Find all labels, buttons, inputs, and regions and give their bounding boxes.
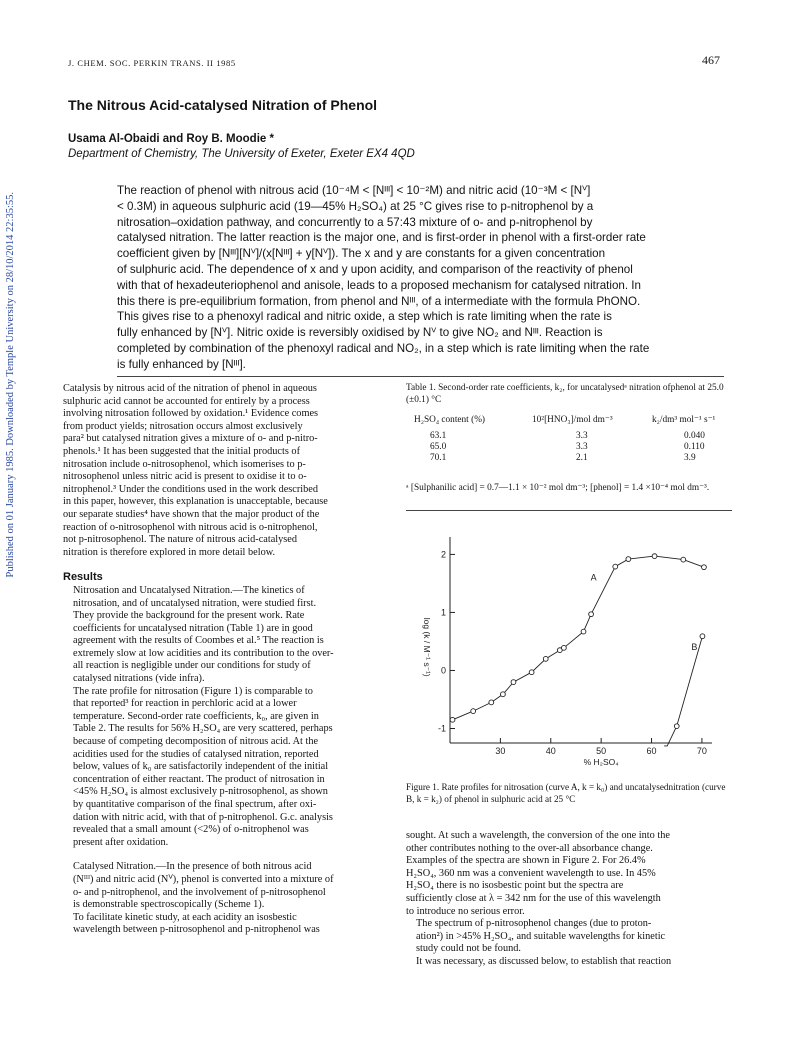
text-line: by quantitative comparison of the final spectrum, after oxi-	[73, 799, 317, 810]
text-line: below, values of k₀ are satisfactorily independent of the initial	[73, 761, 329, 773]
text-line: catalysed nitrations (vide infra).	[73, 673, 205, 685]
results-heading: Results	[63, 571, 103, 584]
table-cell: 0.040	[684, 431, 705, 441]
footnote-line: 10⁻⁴ mol dm⁻³.	[650, 483, 710, 493]
data-point-b	[700, 634, 705, 639]
data-point-a	[581, 629, 586, 634]
text-line: because of competing decomposition of nitrous acid. At the	[73, 736, 319, 748]
figure1-chart	[400, 525, 730, 775]
right-paragraph-3	[406, 956, 732, 969]
text-line: extremely slow at low acidities and its contribution to the over-	[73, 647, 334, 659]
text-line: sulphuric acid cannot be accounted for entirely by a process	[63, 395, 310, 407]
data-point-a	[529, 670, 534, 675]
table-row	[408, 431, 715, 442]
x-axis-label: % H₂SO₄	[583, 757, 619, 767]
text-line: revealed that a small amount (<2%) of o-nitrophenol was	[73, 824, 309, 836]
table-cell: 2.1	[576, 453, 588, 463]
text-line: nitrosophenol unless nitric acid is present to oxidise it to o-	[63, 471, 307, 483]
abstract-line: with that of hexadeuteriophenol and anisole, leads to a proposed mechanism for catalysed nitration. In	[117, 278, 641, 292]
caption-line: nitration (curve B, k = k₂) of phenol in sulphuric acid at 25 °C	[406, 782, 726, 804]
text-line: acidities used for the studies of catalysed nitration, reported	[73, 748, 319, 760]
text-line: sufficiently close at λ = 342 nm for the use of this wavelength	[406, 892, 661, 904]
figure1-caption	[406, 782, 732, 805]
data-point-a	[450, 717, 455, 722]
text-line: phenols.¹ It has been suggested that the initial products of	[63, 445, 301, 457]
table-cell: 65.0	[430, 442, 447, 452]
y-tick-label: 2	[440, 549, 446, 560]
table1-header: H₂SO₄ content (%)	[414, 414, 486, 425]
x-tick-label: 40	[545, 746, 556, 756]
text-line: is demonstrable spectroscopically (Scheme 1).	[73, 899, 265, 911]
table-cell: 70.1	[430, 453, 447, 463]
text-line: to introduce no serious error.	[406, 905, 525, 917]
text-line: reaction of o-nitrosophenol with nitrous acid is o-nitrophenol,	[63, 521, 318, 533]
data-point-a	[543, 656, 548, 661]
text-line: Table 2. The results for 56% H₂SO₄ are very scattered, perhaps	[73, 723, 333, 735]
x-tick-label: 60	[646, 746, 657, 756]
abstract-line: this there is pre-equilibrium formation, from phenol and Nᴵᴵᴵ, of a intermediate with the formula PhONO.	[117, 294, 641, 308]
text-line: coefficients for uncatalysed nitration (Table 1) are in good	[73, 622, 313, 634]
table-row	[408, 442, 715, 453]
data-point-a	[613, 564, 618, 569]
paper-title: The Nitrous Acid-catalysed Nitration of Phenol	[68, 97, 378, 113]
abstract-line: is fully enhanced by [Nᴵᴵᴵ].	[117, 357, 246, 371]
text-line: (Nᴵᴵᴵ) and nitric acid (Nⱽ), phenol is converted into a mixture of	[73, 873, 334, 885]
text-line: in this paper, however, this explanation is unacceptable, because	[63, 496, 328, 508]
y-tick-label: 1	[440, 607, 446, 618]
data-point-a	[511, 680, 516, 685]
text-line: wavelength between p-nitrosophenol and p-nitrophenol was	[73, 924, 320, 936]
abstract-line: of sulphuric acid. The dependence of x and y upon acidity, and comparison of the reactivity of phenol	[117, 262, 633, 276]
data-point-a	[626, 557, 631, 562]
right-paragraph-1	[406, 830, 732, 918]
text-line: nitration is therefore explored in more detail below.	[63, 546, 276, 558]
abstract	[117, 183, 724, 373]
y-tick-label: -1	[437, 723, 446, 734]
left-column	[63, 383, 389, 937]
x-tick-label: 50	[596, 746, 607, 756]
text-line: temperature. Second-order rate coefficients, k₀, are given in	[73, 710, 319, 722]
footnote-line: ᵃ [Sulphanilic acid] = 0.7—1.1 × 10⁻² mol dm⁻³; [phenol] = 1.4 ×	[406, 483, 651, 493]
abstract-line: fully enhanced by [Nⱽ]. Nitric oxide is reversibly oxidised by Nⱽ to give NO₂ and Nᴵᴵᴵ. Reaction is	[117, 326, 603, 340]
text-line: present after oxidation.	[73, 836, 169, 848]
download-notice: Published on 01 January 1985. Downloaded by Temple University on 28/10/2014 22:35:55.	[5, 192, 16, 578]
x-tick-label: 30	[495, 746, 506, 756]
text-line: <45% H₂SO₄ is almost exclusively p-nitrosophenol, as shown	[73, 786, 328, 798]
text-line: involving nitrosation followed by oxidation.¹ Evidence comes	[63, 408, 319, 420]
abstract-line: < 0.3M) in aqueous sulphuric acid (19—45% H₂SO₄) at 25 °C gives rise to p-nitrophenol by a	[117, 199, 594, 213]
text-line: Catalysed Nitration.—In the presence of both nitrous acid	[73, 861, 312, 873]
caption-line: Figure 1. Rate profiles for nitrosation (curve A, k = k₀) and uncatalysed	[406, 782, 669, 792]
data-point-a	[681, 557, 686, 562]
table-row	[408, 453, 715, 464]
text-line: Catalysis by nitrous acid of the nitration of phenol in aqueous	[63, 383, 317, 394]
text-line: study could not be found.	[416, 943, 521, 955]
text-line: To facilitate kinetic study, at each acidity an isosbestic	[73, 911, 297, 923]
caption-line: Table 1. Second-order rate coefficients, k₂, for uncatalysedᵃ nitration of	[406, 383, 671, 393]
text-line: ation²) in >45% H₂SO₄, and suitable wavelengths for kinetic	[416, 930, 666, 942]
table1-caption	[406, 383, 732, 406]
data-point-a	[501, 692, 506, 697]
data-point-a	[489, 700, 494, 705]
abstract-line: This gives rise to a phenoxyl radical and nitric oxide, a step which is rate limiting when the rate is	[117, 310, 612, 324]
table-cell: 63.1	[430, 431, 447, 441]
text-line: from product yields; nitrosation occurs almost exclusively	[63, 420, 303, 432]
results-paragraph-1	[63, 585, 389, 686]
text-line: H₂SO₄, 360 nm was a convenient wavelength to use. In 45%	[406, 867, 656, 879]
text-line: dation with nitric acid, with that of p-nitrophenol. G.c. analysis	[73, 811, 333, 823]
text-line: It was necessary, as discussed below, to establish that reaction	[416, 955, 672, 967]
text-line: nitrosation, and of uncatalysed nitration, were studied first.	[73, 597, 317, 609]
text-line: concentration of either reactant. The product of nitrosation in	[73, 773, 325, 785]
text-line: The rate profile for nitrosation (Figure 1) is comparable to	[73, 685, 313, 697]
curve-label: B	[691, 642, 698, 653]
text-line: Nitrosation and Uncatalysed Nitration.—The kinetics of	[73, 584, 305, 596]
abstract-line: The reaction of phenol with nitrous acid (10⁻⁴M < [Nᴵᴵᴵ] < 10⁻²M) and nitric acid (10⁻³M < [Nⱽ]	[117, 184, 591, 197]
text-line: sought. At such a wavelength, the conversion of the one into the	[406, 830, 670, 841]
y-tick-label: 0	[440, 665, 446, 676]
abstract-line: catalysed nitration. The latter reaction is the major one, and is first-order in phenol with a first-order rate	[117, 231, 646, 245]
text-line: The spectrum of p-nitrosophenol changes (due to proton-	[416, 918, 652, 930]
table1-rule	[406, 510, 732, 511]
right-paragraph-2	[406, 918, 732, 956]
right-column	[406, 830, 732, 969]
data-point-a	[561, 645, 566, 650]
text-line: nitrophenol.³ Under the conditions used in the work described	[63, 483, 319, 495]
table1	[408, 414, 715, 464]
authors: Usama Al-Obaidi and Roy B. Moodie *	[68, 133, 274, 145]
text-line: Examples of the spectra are shown in Figure 2. For 26.4%	[406, 855, 646, 867]
catalysed-paragraph-2	[63, 912, 389, 937]
text-line: that reported³ for reaction in perchloric acid at a lower	[73, 698, 297, 710]
text-line: They provide the background for the present work. Rate	[73, 610, 305, 622]
data-point-a	[589, 612, 594, 617]
y-axis-label: log (k / M⁻¹ s⁻¹)	[422, 617, 432, 677]
text-line: other contributes nothing to the over-all absorbance change.	[406, 842, 653, 854]
table-cell: 0.110	[684, 442, 705, 452]
page-number: 467	[702, 53, 720, 67]
table-cell: 3.3	[576, 442, 588, 452]
data-point-a	[652, 554, 657, 559]
affiliation: Department of Chemistry, The University of Exeter, Exeter EX4 4QD	[68, 148, 415, 160]
table1-header: k₂/dm³ mol⁻¹ s⁻¹	[652, 415, 716, 425]
caption-line: phenol at 25.0 (±0.1) °C	[406, 383, 724, 405]
curve-b	[664, 636, 702, 746]
text-line: para² but catalysed nitration gives a mixture of o- and p-nitro-	[63, 433, 318, 445]
data-point-a	[471, 709, 476, 714]
table1-footnote	[406, 483, 732, 495]
intro-paragraph	[63, 383, 389, 559]
abstract-line: nitrosation–oxidation pathway, and concurrently to a 57:43 mixture of o- and p-nitrophenol by	[117, 215, 593, 229]
text-line: all reaction is negligible under our conditions for study of	[73, 660, 311, 672]
text-line: agreement with the results of Coombes et al.⁵ The reaction is	[73, 635, 324, 647]
abstract-line: completed by combination of the phenoxyl radical and NO₂, in a step which is rate limiting when the rate	[117, 341, 650, 355]
table-cell: 3.9	[684, 453, 696, 463]
table1-header-row	[408, 414, 715, 431]
text-line: our separate studies⁴ have shown that the major product of the	[63, 508, 320, 520]
results-paragraph-2	[63, 686, 389, 850]
abstract-line: coefficient given by [Nᴵᴵᴵ][Nⱽ]/(x[Nᴵᴵᴵ] + y[Nⱽ]). The x and y are constants for a given concentration	[117, 247, 606, 261]
text-line: H₂SO₄ there is no isosbestic point but the spectra are	[406, 880, 624, 892]
table1-header: 10²[HNO₃]/mol dm⁻³	[532, 415, 613, 425]
data-point-b	[674, 724, 679, 729]
catalysed-paragraph-1	[63, 861, 389, 911]
abstract-rule	[117, 376, 724, 377]
text-line: o- and p-nitrophenol, and the involvement of p-nitrosophenol	[73, 886, 326, 898]
text-line: not p-nitrosophenol. The nature of nitrous acid-catalysed	[63, 534, 297, 546]
running-header: J. CHEM. SOC. PERKIN TRANS. II 1985	[68, 58, 236, 68]
curve-a	[453, 556, 704, 720]
curve-label: A	[590, 572, 597, 583]
data-point-a	[702, 565, 707, 570]
table-cell: 3.3	[576, 431, 588, 441]
text-line: nitrosation include o-nitrosophenol, which isomerises to p-	[63, 458, 306, 470]
x-tick-label: 70	[696, 746, 707, 756]
